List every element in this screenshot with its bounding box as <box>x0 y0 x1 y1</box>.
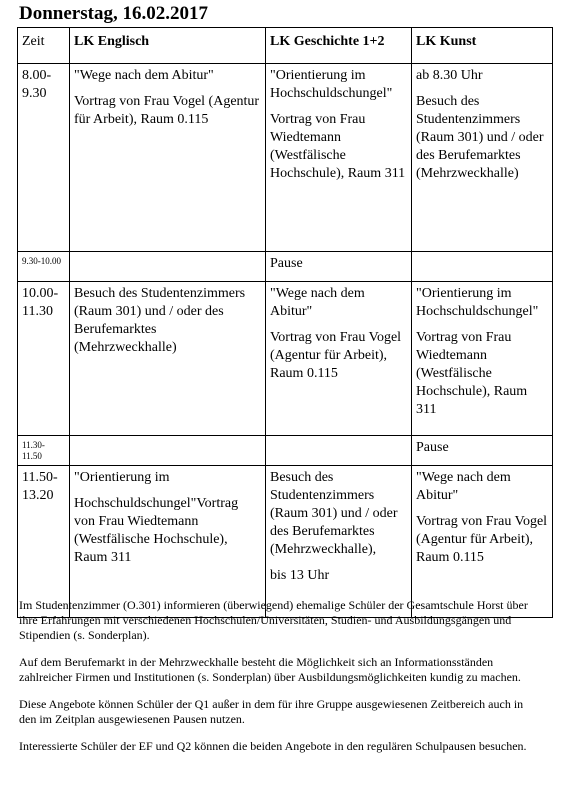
note-paragraph: Diese Angebote können Schüler der Q1 außer in dem für ihre Gruppe ausgewiesenen Zeitbereich auch in den im Zeitplan ausgewiesenen Pausen nutzen. <box>19 697 524 726</box>
cell-paragraph: "Wege nach dem Abitur" <box>416 470 511 503</box>
time-cell: 9.30-10.00 <box>18 252 70 282</box>
notes-section <box>19 598 539 766</box>
header-lk-kunst: LK Kunst <box>412 28 553 64</box>
table-row <box>18 64 553 252</box>
kunst-cell <box>412 436 553 466</box>
cell-paragraph: "Orientierung im Hochschuldschungel" <box>270 68 393 101</box>
page-title: Donnerstag, 16.02.2017 <box>19 3 208 24</box>
geschichte-cell <box>266 466 412 618</box>
kunst-cell <box>412 64 553 252</box>
englisch-cell <box>70 252 266 282</box>
cell-paragraph: Besuch des Studentenzimmers (Raum 301) und / oder des Berufemarktes (Mehrzweckhalle), <box>270 470 398 557</box>
cell-paragraph: Pause <box>416 440 449 455</box>
englisch-cell <box>70 436 266 466</box>
header-zeit: Zeit <box>18 28 70 64</box>
cell-paragraph: Vortrag von Frau Wiedtemann (Westfälische Hochschule), Raum 311 <box>270 112 406 181</box>
kunst-cell <box>412 466 553 618</box>
cell-paragraph: Besuch des Studentenzimmers (Raum 301) und / oder des Berufemarktes (Mehrzweckhalle) <box>74 286 246 355</box>
time-cell: 10.00- 11.30 <box>18 282 70 436</box>
header-lk-geschichte: LK Geschichte 1+2 <box>266 28 412 64</box>
cell-paragraph: "Wege nach dem Abitur" <box>270 286 365 319</box>
cell-paragraph: Vortrag von Frau Vogel (Agentur für Arbeit), Raum 0.115 <box>270 330 402 381</box>
englisch-cell <box>70 466 266 618</box>
cell-paragraph: Pause <box>270 256 303 271</box>
time-cell: 11.50- 13.20 <box>18 466 70 618</box>
cell-paragraph: ab 8.30 Uhr <box>416 68 483 83</box>
cell-paragraph: bis 13 Uhr <box>270 568 330 583</box>
note-paragraph: Auf dem Berufemarkt in der Mehrzweckhalle besteht die Möglichkeit sich an Informationsständen zahlreicher Firmen und Institutionen (s. Sonderplan) über Ausbildungsmöglichkeiten kundig zu machen. <box>19 655 521 684</box>
cell-paragraph: "Orientierung im <box>74 470 170 485</box>
time-cell: 11.30- 11.50 <box>18 436 70 466</box>
cell-paragraph: Vortrag von Frau Wiedtemann (Westfälische Hochschule), Raum 311 <box>416 330 528 417</box>
table-row <box>18 436 553 466</box>
cell-paragraph: "Orientierung im Hochschuldschungel" <box>416 286 539 319</box>
geschichte-cell <box>266 436 412 466</box>
geschichte-cell <box>266 252 412 282</box>
geschichte-cell <box>266 282 412 436</box>
table-row <box>18 466 553 618</box>
kunst-cell <box>412 252 553 282</box>
cell-paragraph: Vortrag von Frau Vogel (Agentur für Arbeit), Raum 0.115 <box>74 94 260 127</box>
cell-paragraph: Hochschuldschungel"Vortrag von Frau Wiedtemann (Westfälische Hochschule), Raum 311 <box>74 496 239 565</box>
schedule-table <box>17 27 553 618</box>
table-row <box>18 252 553 282</box>
note-paragraph: Interessierte Schüler der EF und Q2 können die beiden Angebote in den regulären Schulpausen besuchen. <box>19 739 527 753</box>
header-lk-englisch: LK Englisch <box>70 28 266 64</box>
cell-paragraph: Vortrag von Frau Vogel (Agentur für Arbeit), Raum 0.115 <box>416 514 548 565</box>
table-header-row <box>18 28 553 64</box>
englisch-cell <box>70 282 266 436</box>
note-paragraph: Im Studentenzimmer (O.301) informieren (überwiegend) ehemalige Schüler der Gesamtschule Horst über ihre Erfahrungen mit verschiedenen Hochschulen/Universitäten, Studien- und Ausbildungsgängen und Stipendien (s. Sonderplan). <box>19 598 528 642</box>
kunst-cell <box>412 282 553 436</box>
table-row <box>18 282 553 436</box>
geschichte-cell <box>266 64 412 252</box>
cell-paragraph: "Wege nach dem Abitur" <box>74 68 214 83</box>
time-cell: 8.00- 9.30 <box>18 64 70 252</box>
englisch-cell <box>70 64 266 252</box>
cell-paragraph: Besuch des Studentenzimmers (Raum 301) und / oder des Berufemarktes (Mehrzweckhalle) <box>416 94 544 181</box>
